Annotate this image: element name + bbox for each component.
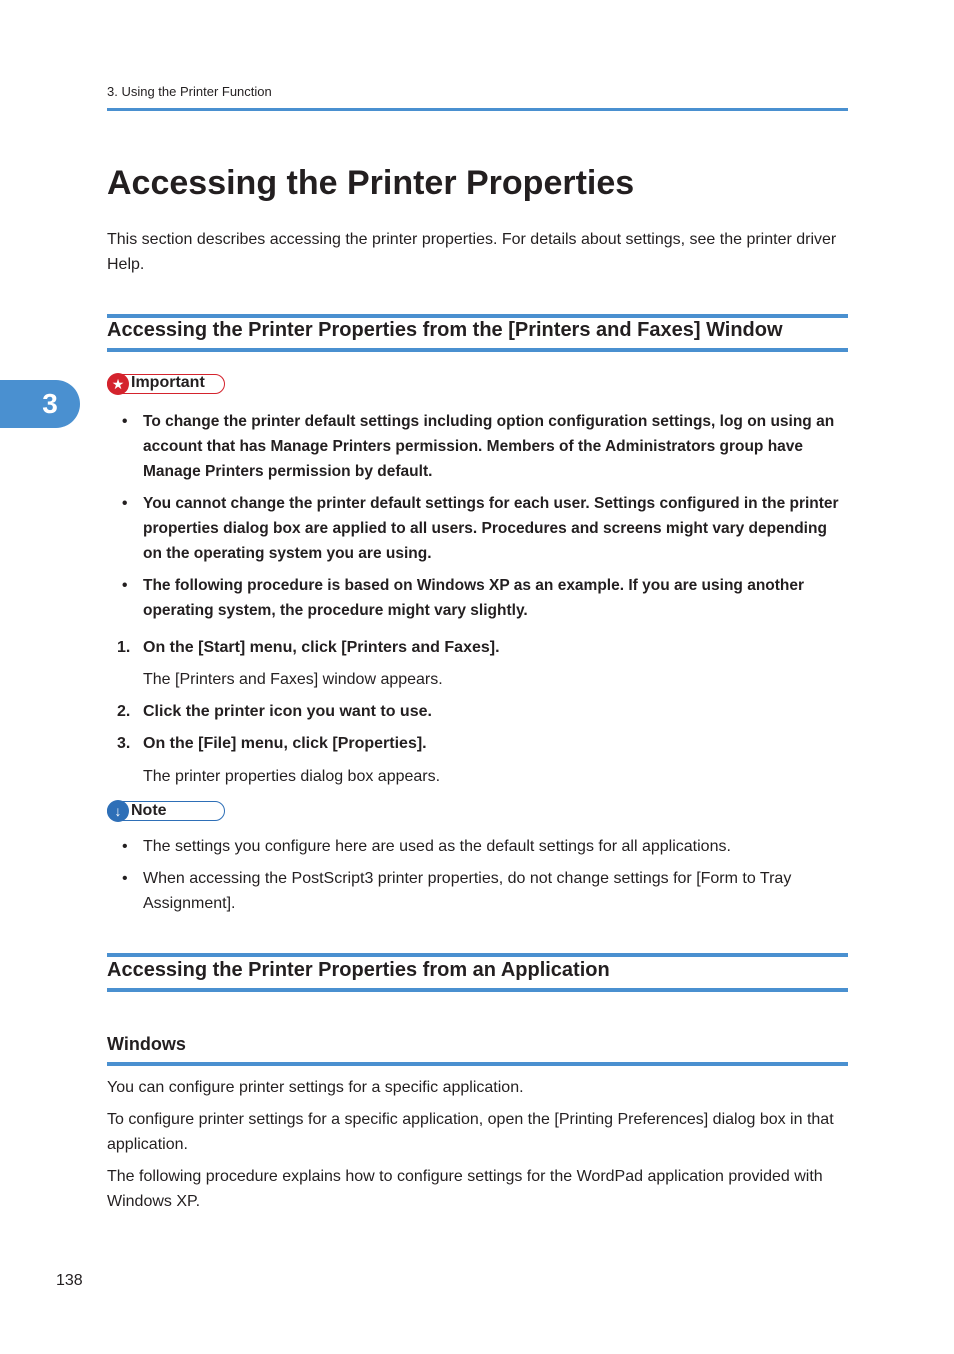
section-rule-top xyxy=(107,314,848,318)
paragraph: To configure printer settings for a specific application, open the [Printing Preferences] dialog box in that application. xyxy=(107,1111,834,1153)
subsection-heading: Windows xyxy=(107,1034,186,1054)
section-rule-bottom xyxy=(107,348,848,352)
header-rule xyxy=(107,108,848,111)
chapter-number: 3 xyxy=(42,388,58,419)
arrow-down-icon: ↓ xyxy=(107,800,129,822)
section-heading: Accessing the Printer Properties from an Application xyxy=(107,959,610,981)
section-heading: Accessing the Printer Properties from the [Printers and Faxes] Window xyxy=(107,319,783,341)
step-text: On the [Start] menu, click [Printers and Faxes]. xyxy=(143,639,500,656)
list-item: • The following procedure is based on Windows XP as an example. If you are using another operating system, the procedure might vary slightly. xyxy=(120,573,850,623)
paragraph: You can configure printer settings for a specific application. xyxy=(107,1079,524,1096)
step-number: 2. xyxy=(117,703,131,720)
subsection-rule xyxy=(107,1062,848,1066)
list-item: • When accessing the PostScript3 printer properties, do not change settings for [Form to Tray Assignment]. xyxy=(120,866,850,916)
paragraph: The following procedure explains how to configure settings for the WordPad application provided with Windows XP. xyxy=(107,1168,823,1210)
step-number: 3. xyxy=(117,735,131,752)
star-icon: ★ xyxy=(107,373,129,395)
step-text: Click the printer icon you want to use. xyxy=(143,703,432,720)
page-number: 138 xyxy=(56,1272,83,1289)
list-item: • You cannot change the printer default settings for each user. Settings configured in the printer properties dialog box are applied to all users. Procedures and screens might vary depending on the operating system you are using. xyxy=(120,491,850,566)
important-list xyxy=(120,409,850,630)
intro-paragraph: This section describes accessing the printer properties. For details about settings, see the printer driver Help. xyxy=(107,231,837,273)
list-item: • To change the printer default settings including option configuration settings, log on using an account that has Manage Printers permission. Members of the Administrators group have Manage Printers permission by default. xyxy=(120,409,850,484)
running-header: 3. Using the Printer Function xyxy=(107,84,272,99)
note-list xyxy=(120,834,850,923)
section-rule-bottom xyxy=(107,988,848,992)
note-label: Note xyxy=(131,802,167,819)
important-label: Important xyxy=(131,374,205,391)
step-result: The printer properties dialog box appears. xyxy=(143,768,441,785)
step-result: The [Printers and Faxes] window appears. xyxy=(143,671,443,688)
step-text: On the [File] menu, click [Properties]. xyxy=(143,735,427,752)
section-rule-top xyxy=(107,953,848,957)
step-number: 1. xyxy=(117,639,131,656)
page-title: Accessing the Printer Properties xyxy=(107,164,635,202)
list-item: • The settings you configure here are used as the default settings for all applications. xyxy=(120,834,850,859)
